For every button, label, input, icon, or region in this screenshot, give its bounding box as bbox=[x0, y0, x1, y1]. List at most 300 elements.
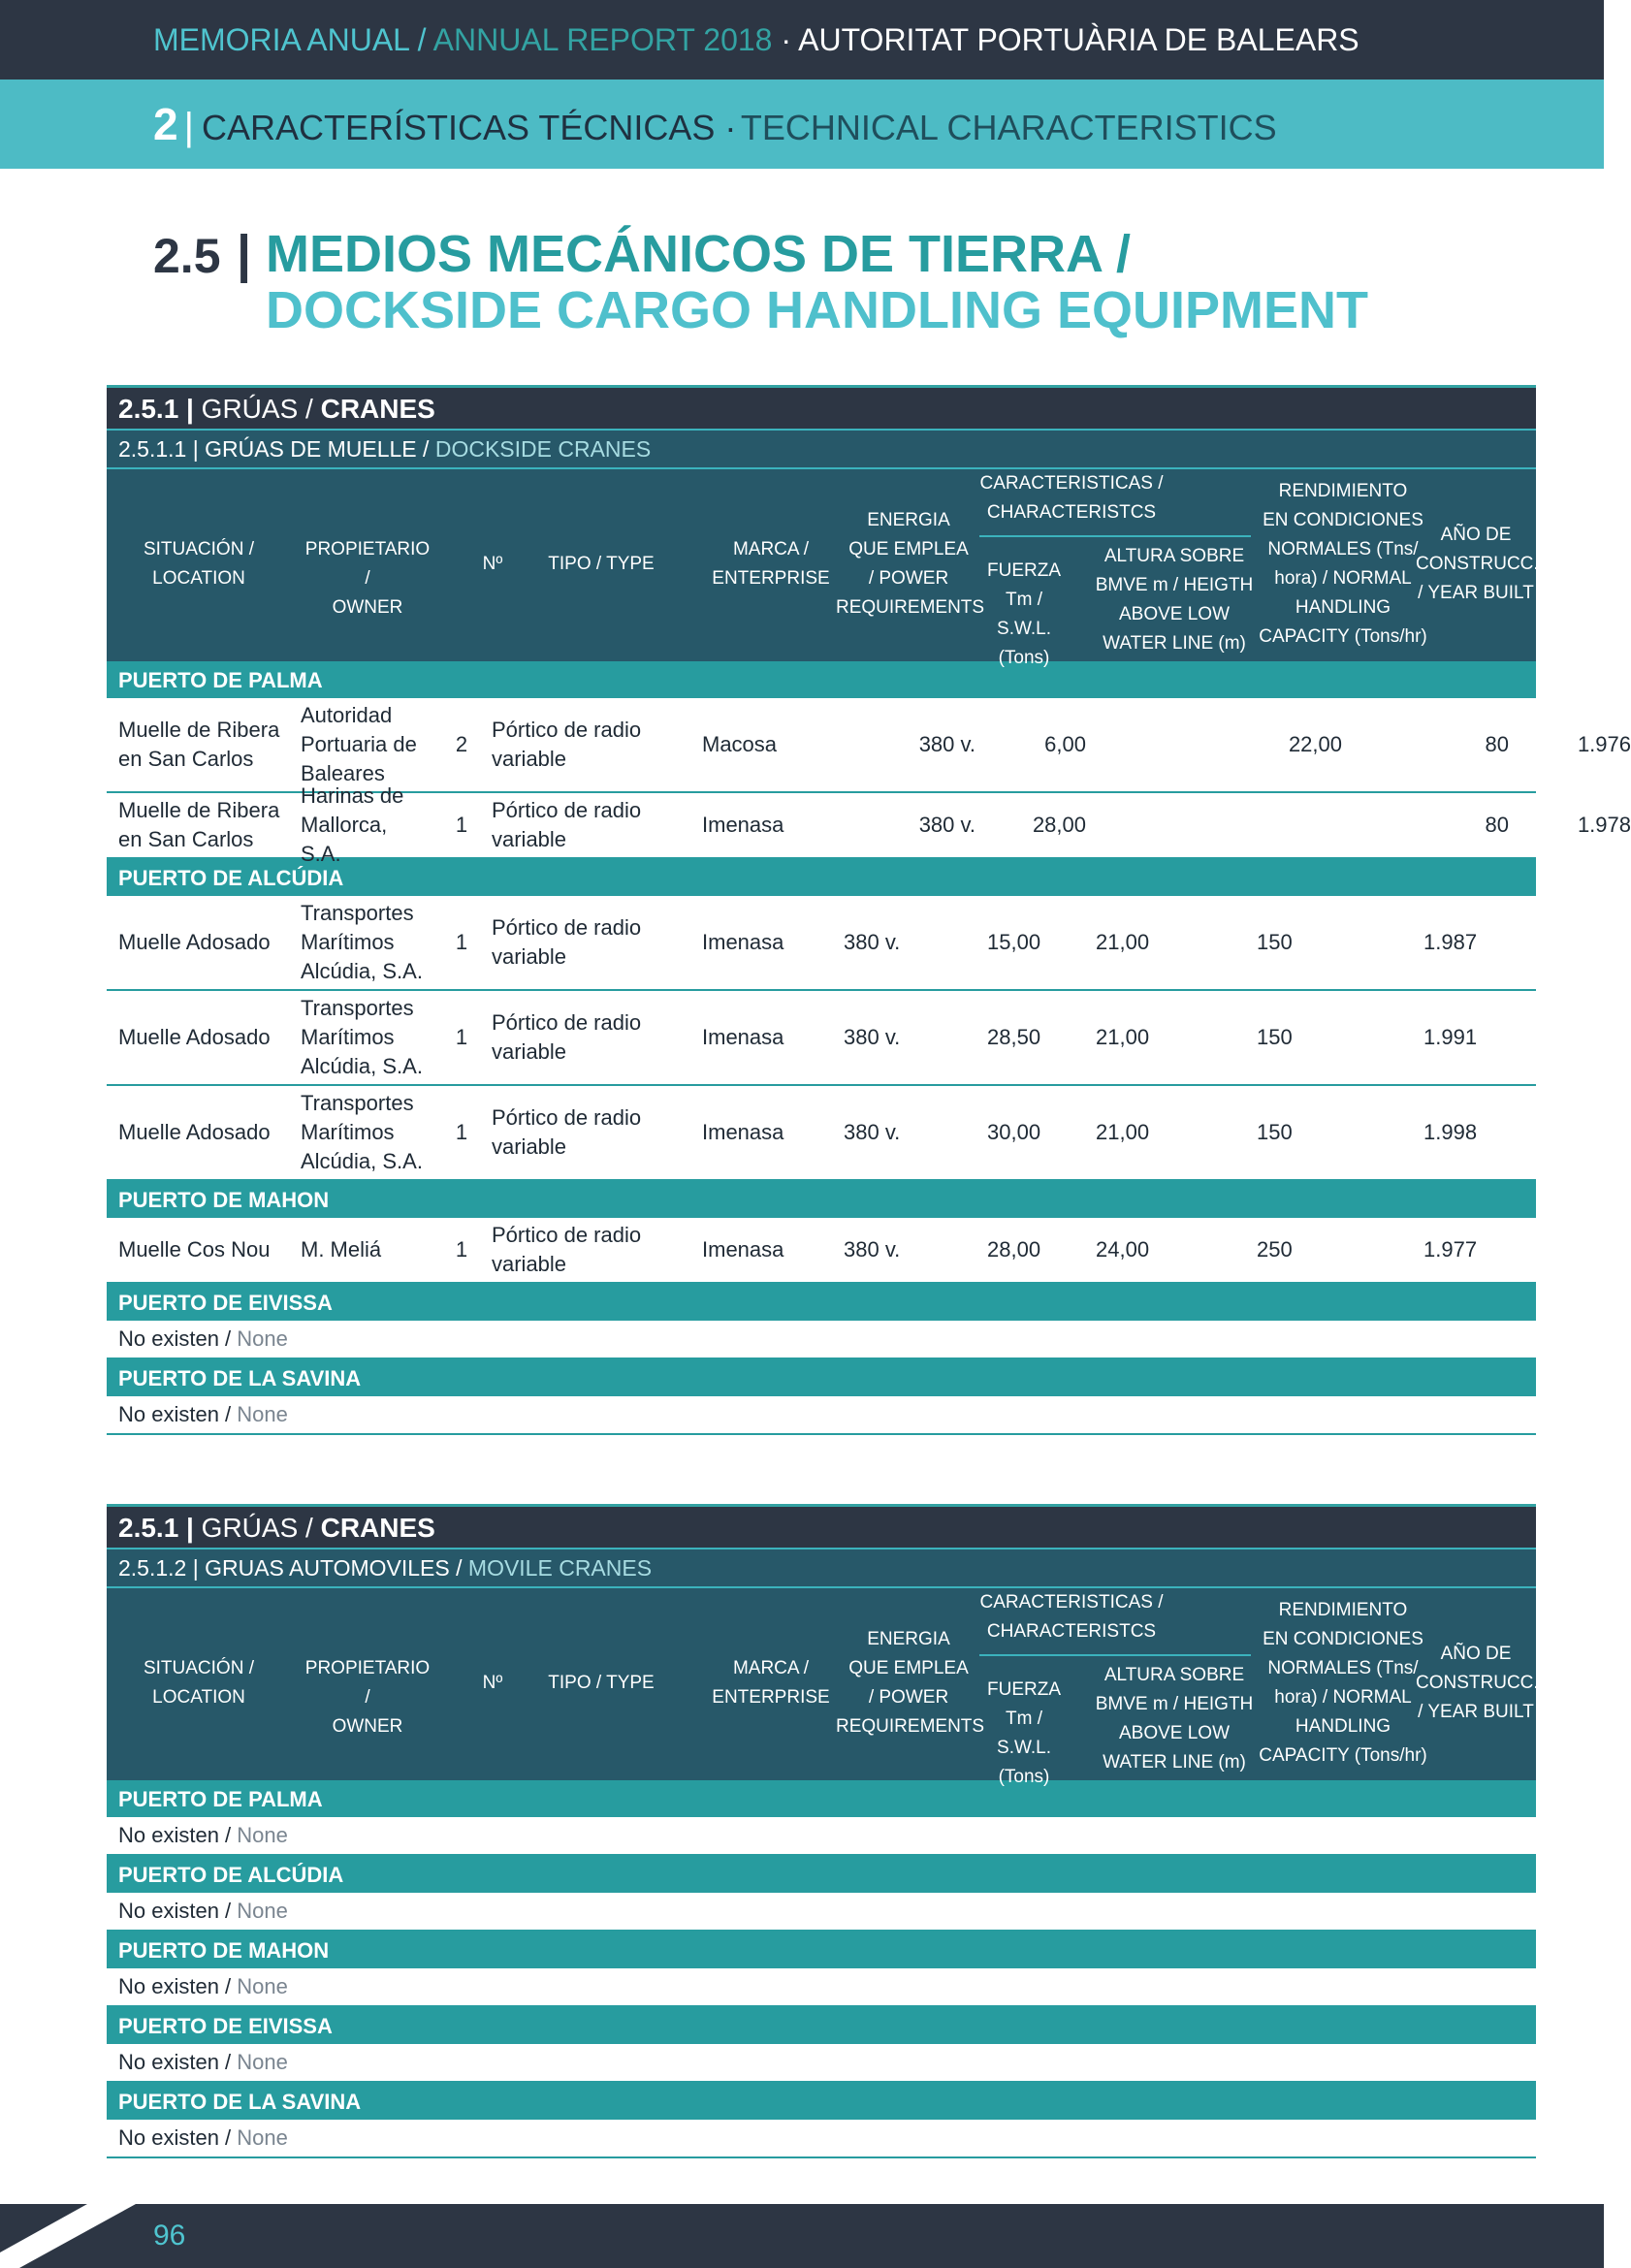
cell-force bbox=[987, 1218, 1084, 1282]
cell-year-value: 1.976 bbox=[1577, 732, 1631, 756]
cell-owner-line: Marítimos bbox=[301, 930, 395, 954]
cell-type-line: Pórtico de radio bbox=[492, 915, 642, 940]
cell-owner-line: Marítimos bbox=[301, 1120, 395, 1144]
cell-force bbox=[987, 793, 1086, 857]
cell-owner-line: Baleares bbox=[301, 761, 385, 785]
port-group-header: PUERTO DE ALCÚDIA bbox=[107, 859, 1536, 896]
cell-type-line: Pórtico de radio bbox=[492, 1105, 642, 1130]
table-title-en: CRANES bbox=[320, 394, 435, 424]
header-owner-line: OWNER bbox=[332, 597, 403, 618]
header-capacity-line: EN CONDICIONES bbox=[1263, 510, 1423, 530]
cell-year-value: 1.978 bbox=[1577, 813, 1631, 837]
page-title-divider: | bbox=[237, 225, 252, 283]
cell-owner-line: M. Meliá bbox=[301, 1237, 382, 1262]
header-height-line: ALTURA SOBRE bbox=[1103, 546, 1245, 566]
cell-type-line: variable bbox=[492, 1039, 567, 1064]
cell-energy bbox=[844, 1086, 941, 1179]
cell-brand bbox=[702, 1218, 832, 1282]
none-row bbox=[107, 1321, 1536, 1359]
header-capacity-line: HANDLING bbox=[1295, 597, 1391, 618]
cell-owner-line: Transportes bbox=[301, 901, 414, 925]
mobile-cranes-table bbox=[107, 1504, 1539, 2158]
cell-type-line: variable bbox=[492, 944, 567, 969]
cell-force bbox=[987, 991, 1084, 1084]
table-subtitle-es: 2.5.1.1 | GRÚAS DE MUELLE / bbox=[118, 436, 430, 462]
cell-number bbox=[434, 896, 489, 989]
header-height-line: BMVE m / HEIGTH bbox=[1095, 575, 1254, 595]
cell-year bbox=[1423, 1218, 1520, 1282]
header-energy-line: ENERGIA bbox=[867, 510, 950, 530]
cell-height-value: 24,00 bbox=[1096, 1237, 1150, 1262]
header-energy-line: ENERGIA bbox=[867, 1629, 950, 1649]
header-brand bbox=[708, 1654, 834, 1712]
cell-type-line: Pórtico de radio bbox=[492, 1010, 642, 1035]
cell-energy-value: 380 v. bbox=[844, 1120, 901, 1144]
header-year-line: / YEAR BUILT bbox=[1418, 1702, 1534, 1722]
cell-year-value: 1.998 bbox=[1423, 1120, 1478, 1144]
report-title-en: ANNUAL REPORT 2018 bbox=[432, 22, 773, 57]
none-text-en: None bbox=[237, 2125, 288, 2150]
cell-energy-value: 380 v. bbox=[918, 813, 975, 837]
cell-year bbox=[1425, 698, 1631, 791]
cell-type-text bbox=[492, 913, 641, 972]
cell-owner bbox=[301, 1218, 425, 1282]
cell-capacity-value: 150 bbox=[1257, 1025, 1293, 1049]
header-capacity-line: CAPACITY (Tons/hr) bbox=[1259, 1745, 1427, 1766]
header-force-line: Tm / S.W.L. bbox=[997, 1709, 1051, 1758]
cell-owner-text bbox=[301, 782, 425, 869]
cell-location-text bbox=[118, 928, 271, 957]
cell-number bbox=[434, 793, 489, 857]
header-year-line: AÑO DE bbox=[1440, 525, 1512, 545]
port-group-header: PUERTO DE PALMA bbox=[107, 1780, 1536, 1817]
header-energy bbox=[836, 1625, 985, 1741]
cell-location-line: Muelle Adosado bbox=[118, 1025, 271, 1049]
cell-force-value: 15,00 bbox=[987, 930, 1041, 954]
cell-brand-value: Imenasa bbox=[702, 1120, 784, 1144]
cell-location-text bbox=[118, 716, 279, 774]
header-capacity-line: RENDIMIENTO bbox=[1278, 1600, 1408, 1620]
cell-height bbox=[1127, 698, 1342, 791]
none-text-es: No existen / bbox=[118, 1402, 232, 1426]
cell-height bbox=[1096, 991, 1193, 1084]
header-height-line: WATER LINE (m) bbox=[1103, 633, 1246, 654]
cell-energy bbox=[844, 698, 975, 791]
header-energy-line: QUE EMPLEA bbox=[848, 539, 969, 559]
table-title-number: 2.5.1 | bbox=[118, 394, 194, 424]
cell-year-value: 1.977 bbox=[1423, 1237, 1478, 1262]
header-brand-line: MARCA / bbox=[732, 1658, 810, 1678]
table-row bbox=[107, 1218, 1536, 1284]
cell-capacity-value: 80 bbox=[1485, 813, 1509, 837]
cell-brand-value: Imenasa bbox=[702, 1025, 784, 1049]
cell-number-value: 2 bbox=[455, 732, 468, 756]
cell-brand bbox=[702, 1086, 832, 1179]
header-brand bbox=[708, 535, 834, 593]
cell-type-text bbox=[492, 1008, 641, 1067]
header-brand-line: ENTERPRISE bbox=[712, 568, 830, 589]
cell-number bbox=[434, 1086, 489, 1179]
none-row bbox=[107, 2044, 1536, 2083]
header-force-line: FUERZA bbox=[987, 560, 1061, 581]
column-headers bbox=[107, 469, 1539, 668]
header-characteristics bbox=[979, 469, 1164, 527]
header-characteristics-line: CARACTERISTICAS / bbox=[979, 473, 1164, 494]
cell-height-value: 22,00 bbox=[1288, 732, 1342, 756]
cell-location-line: en San Carlos bbox=[118, 747, 254, 771]
cell-type-line: Pórtico de radio bbox=[492, 798, 642, 822]
header-capacity-line: NORMALES (Tns/ bbox=[1267, 539, 1419, 559]
header-location-line: SITUACIÓN / bbox=[143, 539, 254, 559]
cell-force-value: 28,00 bbox=[1032, 813, 1086, 837]
cell-owner-line: Harinas de bbox=[301, 783, 404, 808]
cell-owner bbox=[301, 783, 425, 866]
dockside-cranes-table bbox=[107, 385, 1631, 1435]
header-location bbox=[107, 535, 291, 593]
page-footer bbox=[0, 2204, 1604, 2268]
cell-type bbox=[492, 698, 676, 791]
header-owner-line: PROPIETARIO / bbox=[304, 1658, 431, 1708]
cell-type-line: variable bbox=[492, 747, 567, 771]
table-row bbox=[107, 783, 1631, 866]
table-subtitle-es: 2.5.1.2 | GRUAS AUTOMOVILES / bbox=[118, 1555, 463, 1581]
table-title-es: GRÚAS / bbox=[201, 394, 313, 424]
none-text-en: None bbox=[237, 1974, 288, 1998]
cell-year bbox=[1423, 896, 1520, 989]
none-text-en: None bbox=[237, 1823, 288, 1847]
cell-type bbox=[492, 991, 676, 1084]
cell-owner-line: Transportes bbox=[301, 1091, 414, 1115]
cell-brand bbox=[702, 896, 832, 989]
cell-location-line: Muelle Adosado bbox=[118, 930, 271, 954]
cell-owner-line: Alcúdia, S.A. bbox=[301, 959, 423, 983]
none-row bbox=[107, 1396, 1536, 1435]
cell-owner-line: Alcúdia, S.A. bbox=[301, 1149, 423, 1173]
cell-capacity bbox=[1257, 991, 1354, 1084]
none-row bbox=[107, 1817, 1536, 1856]
cell-owner-text bbox=[301, 899, 423, 986]
cell-type-text bbox=[492, 716, 641, 774]
page-title-number: 2.5 bbox=[153, 229, 221, 283]
table-row bbox=[107, 1086, 1536, 1181]
report-title-es: MEMORIA ANUAL / bbox=[153, 22, 427, 57]
cell-energy-value: 380 v. bbox=[918, 732, 975, 756]
cell-height bbox=[1096, 1218, 1193, 1282]
cell-number-value: 1 bbox=[455, 1120, 468, 1144]
cell-energy bbox=[844, 1218, 941, 1282]
header-energy-line: REQUIREMENTS bbox=[836, 597, 985, 618]
header-capacity-line: HANDLING bbox=[1295, 1716, 1391, 1737]
cell-type bbox=[492, 896, 676, 989]
cell-owner-text bbox=[301, 1235, 381, 1264]
cell-location-text bbox=[118, 1023, 271, 1052]
report-header-bar bbox=[0, 0, 1604, 80]
header-capacity-line: NORMALES (Tns/ bbox=[1267, 1658, 1419, 1678]
header-force-line: (Tons) bbox=[998, 1767, 1050, 1787]
cell-owner-line: Marítimos bbox=[301, 1025, 395, 1049]
cell-brand bbox=[702, 698, 832, 791]
header-force-line: FUERZA bbox=[987, 1679, 1061, 1700]
header-force-line: Tm / S.W.L. bbox=[997, 590, 1051, 639]
port-group-header: PUERTO DE LA SAVINA bbox=[107, 2083, 1536, 2120]
cell-location-line: en San Carlos bbox=[118, 827, 254, 851]
cell-height-value: 21,00 bbox=[1096, 930, 1150, 954]
section-bar bbox=[0, 80, 1604, 169]
cell-height bbox=[1096, 896, 1193, 989]
cell-type-line: variable bbox=[492, 1252, 567, 1276]
characteristics-divider bbox=[979, 1654, 1251, 1656]
port-group-header: PUERTO DE EIVISSA bbox=[107, 1284, 1536, 1321]
header-characteristics-line: CARACTERISTICAS / bbox=[979, 1592, 1164, 1613]
header-height-line: ABOVE LOW bbox=[1118, 1723, 1231, 1743]
cell-capacity-value: 150 bbox=[1257, 930, 1293, 954]
header-force bbox=[979, 557, 1069, 673]
cell-number-value: 1 bbox=[455, 930, 468, 954]
cell-owner-text bbox=[301, 994, 423, 1081]
none-text-en: None bbox=[237, 1402, 288, 1426]
header-height-line: ALTURA SOBRE bbox=[1103, 1665, 1245, 1685]
cell-type-line: Pórtico de radio bbox=[492, 1223, 642, 1247]
header-capacity-line: hora) / NORMAL bbox=[1274, 568, 1412, 589]
cell-force bbox=[987, 896, 1084, 989]
cell-brand-value: Imenasa bbox=[702, 930, 784, 954]
header-capacity bbox=[1251, 1596, 1435, 1771]
table-subtitle bbox=[107, 1548, 1536, 1588]
cell-owner bbox=[301, 1086, 425, 1179]
table-title-en: CRANES bbox=[320, 1513, 435, 1543]
cell-year bbox=[1423, 1086, 1520, 1179]
table-title bbox=[107, 1504, 1536, 1548]
authority-name: · AUTORITAT PORTUÀRIA DE BALEARS bbox=[781, 22, 1359, 57]
header-force-line: (Tons) bbox=[998, 648, 1050, 668]
header-capacity-line: EN CONDICIONES bbox=[1263, 1629, 1423, 1649]
cell-brand bbox=[702, 793, 832, 857]
port-group-header: PUERTO DE ALCÚDIA bbox=[107, 1856, 1536, 1893]
header-owner-line: OWNER bbox=[332, 1716, 403, 1737]
cell-type-line: variable bbox=[492, 1134, 567, 1159]
none-row bbox=[107, 2120, 1536, 2158]
table-title-es: GRÚAS / bbox=[201, 1513, 313, 1543]
cell-number-value: 1 bbox=[455, 1237, 468, 1262]
table-subtitle bbox=[107, 429, 1536, 469]
cell-type-text bbox=[492, 1103, 641, 1162]
cell-location-line: Muelle Adosado bbox=[118, 1120, 271, 1144]
none-text-es: No existen / bbox=[118, 1974, 232, 1998]
none-text-es: No existen / bbox=[118, 2050, 232, 2074]
none-row bbox=[107, 1893, 1536, 1932]
table-row bbox=[107, 991, 1536, 1086]
cell-location-text bbox=[118, 796, 279, 854]
cell-capacity bbox=[1257, 1218, 1354, 1282]
cell-location bbox=[118, 1218, 293, 1282]
cell-location bbox=[118, 991, 293, 1084]
none-text-en: None bbox=[237, 2050, 288, 2074]
column-headers bbox=[107, 1588, 1539, 1787]
none-row bbox=[107, 1968, 1536, 2007]
none-text-en: None bbox=[237, 1326, 288, 1351]
header-characteristics bbox=[979, 1588, 1164, 1646]
cell-energy-value: 380 v. bbox=[844, 1025, 901, 1049]
cell-type-line: Pórtico de radio bbox=[492, 718, 642, 742]
cell-height bbox=[1096, 1086, 1193, 1179]
cell-location bbox=[118, 1086, 293, 1179]
cell-location-line: Muelle de Ribera bbox=[118, 718, 280, 742]
cell-number bbox=[434, 698, 489, 791]
cell-year bbox=[1425, 793, 1631, 857]
cell-type bbox=[492, 1218, 676, 1282]
none-text-es: No existen / bbox=[118, 1326, 232, 1351]
header-energy-line: / POWER bbox=[868, 1687, 949, 1708]
header-location-line: SITUACIÓN / bbox=[143, 1658, 254, 1678]
cell-owner-text bbox=[301, 701, 417, 788]
cell-force-value: 28,00 bbox=[987, 1237, 1041, 1262]
cell-energy bbox=[844, 991, 941, 1084]
cell-owner bbox=[301, 896, 425, 989]
cell-number bbox=[434, 991, 489, 1084]
cell-year-value: 1.987 bbox=[1423, 930, 1478, 954]
page-title-line2: DOCKSIDE CARGO HANDLING EQUIPMENT bbox=[266, 281, 1369, 339]
header-height bbox=[1088, 1661, 1261, 1777]
header-energy-line: QUE EMPLEA bbox=[848, 1658, 969, 1678]
cell-location bbox=[118, 698, 293, 791]
cell-height bbox=[1127, 793, 1342, 857]
cell-brand-value: Imenasa bbox=[702, 1237, 784, 1262]
header-capacity-line: RENDIMIENTO bbox=[1278, 481, 1408, 501]
header-location-line: LOCATION bbox=[152, 568, 245, 589]
cell-location-line: Muelle de Ribera bbox=[118, 798, 280, 822]
cell-location bbox=[118, 793, 293, 857]
cell-owner bbox=[301, 698, 425, 791]
cell-number-value: 1 bbox=[455, 1025, 468, 1049]
header-capacity-line: hora) / NORMAL bbox=[1274, 1687, 1412, 1708]
header-energy-line: / POWER bbox=[868, 568, 949, 589]
cell-owner bbox=[301, 991, 425, 1084]
cell-type-text bbox=[492, 796, 641, 854]
table-title bbox=[107, 385, 1536, 429]
none-text-es: No existen / bbox=[118, 1823, 232, 1847]
section-title-es: CARACTERÍSTICAS TÉCNICAS · bbox=[201, 108, 737, 147]
cell-owner-line: Alcúdia, S.A. bbox=[301, 1054, 423, 1078]
header-year-line: CONSTRUCC. bbox=[1416, 554, 1539, 574]
header-location bbox=[107, 1654, 291, 1712]
header-capacity bbox=[1251, 477, 1435, 652]
header-owner bbox=[301, 535, 434, 623]
header-location-line: LOCATION bbox=[152, 1687, 245, 1708]
header-height-line: WATER LINE (m) bbox=[1103, 1752, 1246, 1773]
cell-capacity-value: 80 bbox=[1485, 732, 1509, 756]
cell-capacity bbox=[1257, 1086, 1354, 1179]
header-characteristics-line: CHARACTERISTCS bbox=[986, 502, 1157, 523]
cell-owner-line: Mallorca, S.A. bbox=[301, 813, 388, 866]
cell-type-text bbox=[492, 1221, 641, 1279]
cell-location-line: Muelle Cos Nou bbox=[118, 1237, 271, 1262]
header-year-line: CONSTRUCC. bbox=[1416, 1673, 1539, 1693]
corner-stripe-icon bbox=[0, 2204, 136, 2268]
none-text-es: No existen / bbox=[118, 1899, 232, 1923]
cell-location-text bbox=[118, 1235, 271, 1264]
cell-owner-line: Transportes bbox=[301, 996, 414, 1020]
table-subtitle-en: DOCKSIDE CRANES bbox=[434, 436, 652, 462]
section-title-en: TECHNICAL CHARACTERISTICS bbox=[740, 108, 1277, 147]
table-row bbox=[107, 896, 1536, 991]
header-number: Nº bbox=[482, 554, 503, 574]
page-title-line1: MEDIOS MECÁNICOS DE TIERRA / bbox=[266, 225, 1132, 283]
cell-force-value: 30,00 bbox=[987, 1120, 1041, 1144]
none-text-es: No existen / bbox=[118, 2125, 232, 2150]
header-year bbox=[1416, 521, 1539, 608]
cell-height-value: 21,00 bbox=[1096, 1120, 1150, 1144]
header-owner-line: PROPIETARIO / bbox=[304, 539, 431, 589]
header-year-line: / YEAR BUILT bbox=[1418, 583, 1534, 603]
cell-capacity-value: 250 bbox=[1257, 1237, 1293, 1262]
cell-energy bbox=[844, 896, 941, 989]
cell-force bbox=[987, 1086, 1084, 1179]
cell-energy bbox=[844, 793, 975, 857]
cell-year-value: 1.991 bbox=[1423, 1025, 1478, 1049]
header-energy-line: REQUIREMENTS bbox=[836, 1716, 985, 1737]
cell-capacity-value: 150 bbox=[1257, 1120, 1293, 1144]
header-owner bbox=[301, 1654, 434, 1741]
cell-brand bbox=[702, 991, 832, 1084]
characteristics-divider bbox=[979, 535, 1251, 537]
cell-force-value: 28,50 bbox=[987, 1025, 1041, 1049]
header-brand-line: ENTERPRISE bbox=[712, 1687, 830, 1708]
port-group-header: PUERTO DE PALMA bbox=[107, 661, 1536, 698]
header-type: TIPO / TYPE bbox=[548, 1673, 655, 1693]
section-number: 2 bbox=[153, 99, 178, 149]
port-group-header: PUERTO DE EIVISSA bbox=[107, 2007, 1536, 2044]
cell-number-value: 1 bbox=[455, 813, 468, 837]
cell-owner-text bbox=[301, 1089, 423, 1176]
cell-force bbox=[987, 698, 1086, 791]
cell-owner-line: Portuaria de bbox=[301, 732, 417, 756]
header-type: TIPO / TYPE bbox=[548, 554, 655, 574]
cell-location bbox=[118, 896, 293, 989]
port-group-header: PUERTO DE LA SAVINA bbox=[107, 1359, 1536, 1396]
header-energy bbox=[836, 506, 985, 623]
section-divider: | bbox=[183, 106, 194, 148]
page-number: 96 bbox=[153, 2220, 186, 2252]
header-capacity-line: CAPACITY (Tons/hr) bbox=[1259, 626, 1427, 647]
cell-type-line: variable bbox=[492, 827, 567, 851]
header-year bbox=[1416, 1640, 1539, 1727]
header-number: Nº bbox=[482, 1673, 503, 1693]
cell-capacity bbox=[1257, 896, 1354, 989]
cell-owner-line: Autoridad bbox=[301, 703, 393, 727]
cell-location-text bbox=[118, 1118, 271, 1147]
cell-number bbox=[434, 1218, 489, 1282]
cell-type bbox=[492, 793, 676, 857]
table-title-number: 2.5.1 | bbox=[118, 1513, 194, 1543]
cell-energy-value: 380 v. bbox=[844, 1237, 901, 1262]
header-force bbox=[979, 1676, 1069, 1792]
header-height-line: ABOVE LOW bbox=[1118, 604, 1231, 624]
cell-year bbox=[1423, 991, 1520, 1084]
cell-energy-value: 380 v. bbox=[844, 930, 901, 954]
header-year-line: AÑO DE bbox=[1440, 1644, 1512, 1664]
header-characteristics-line: CHARACTERISTCS bbox=[986, 1621, 1157, 1642]
header-brand-line: MARCA / bbox=[732, 539, 810, 559]
header-height-line: BMVE m / HEIGTH bbox=[1095, 1694, 1254, 1714]
header-height bbox=[1088, 542, 1261, 658]
table-row bbox=[107, 698, 1631, 793]
none-text-en: None bbox=[237, 1899, 288, 1923]
cell-brand-value: Macosa bbox=[702, 732, 778, 756]
cell-type bbox=[492, 1086, 676, 1179]
cell-brand-value: Imenasa bbox=[702, 813, 784, 837]
cell-height-value: 21,00 bbox=[1096, 1025, 1150, 1049]
port-group-header: PUERTO DE MAHON bbox=[107, 1932, 1536, 1968]
